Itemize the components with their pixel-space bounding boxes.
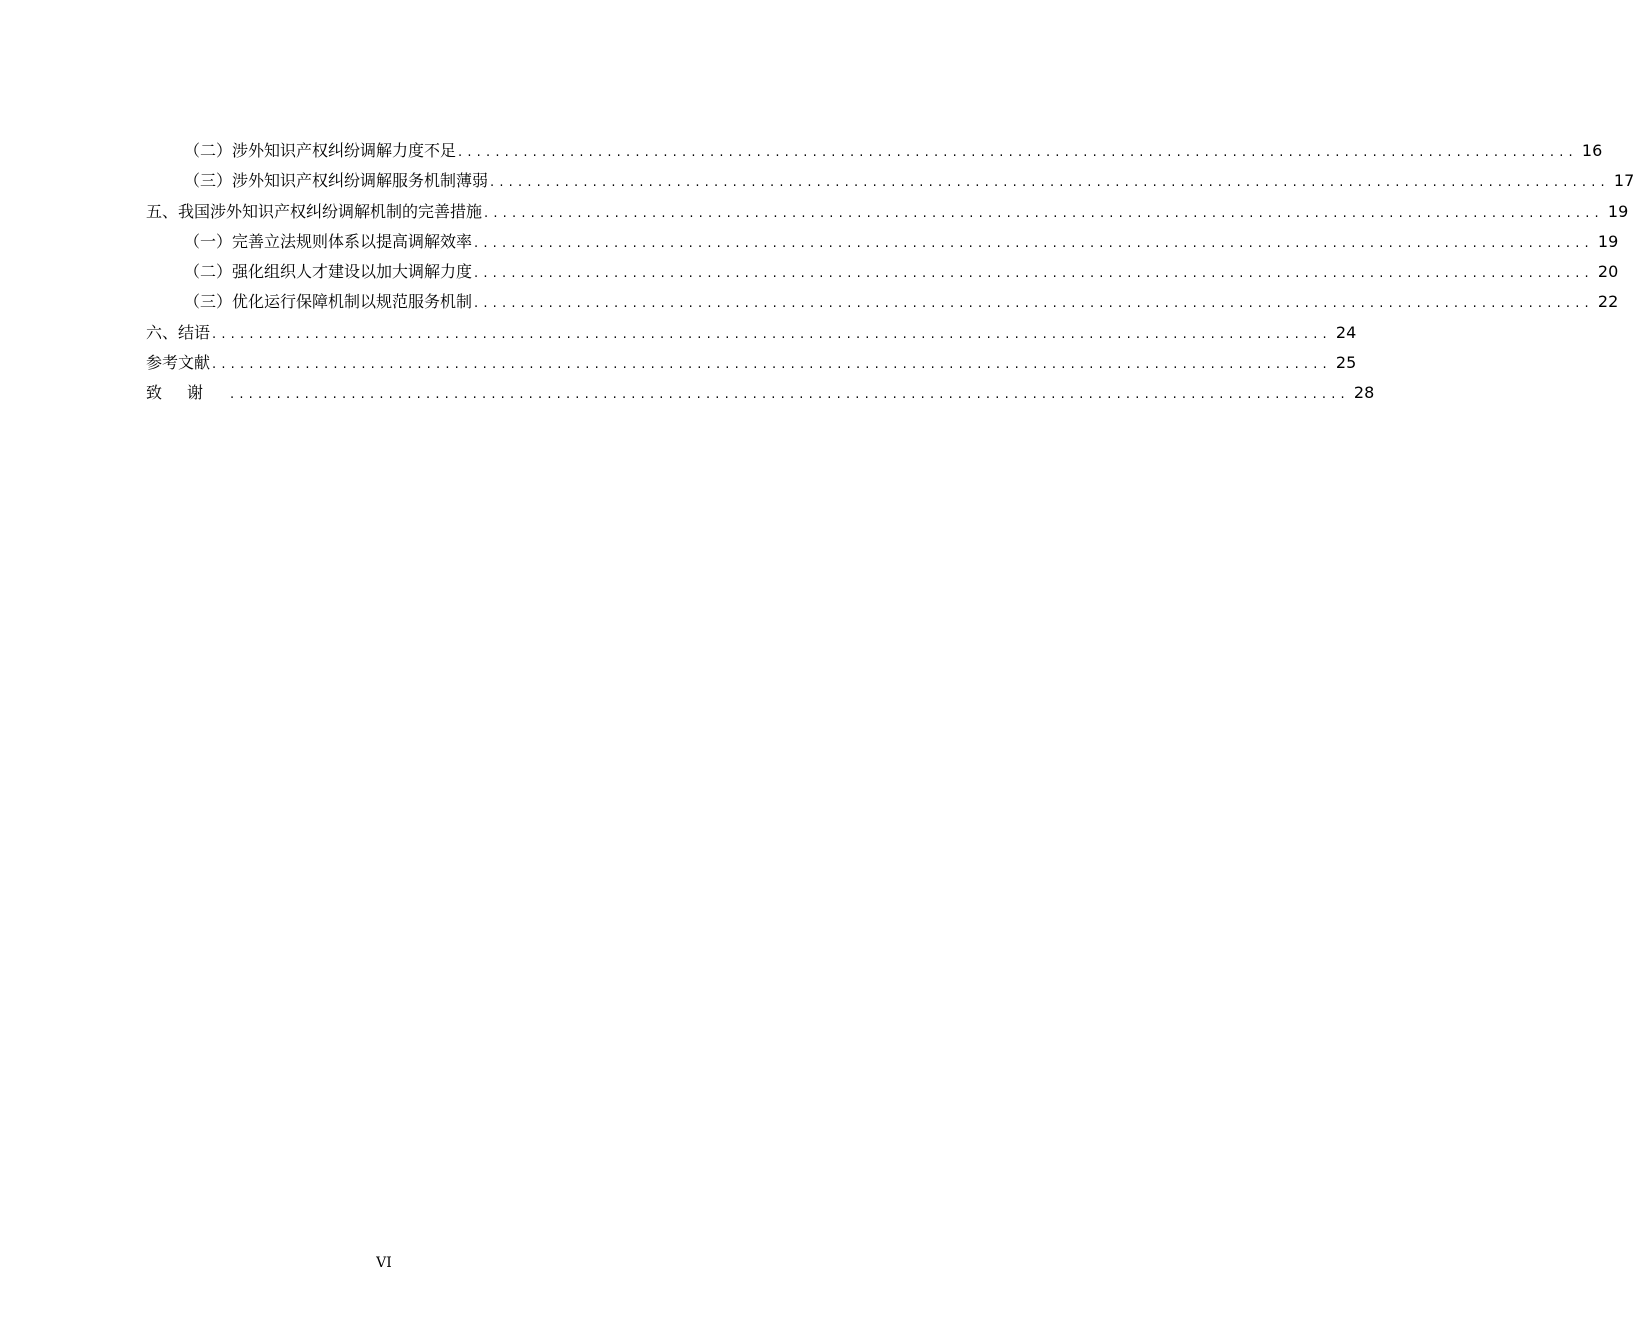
- toc-entry-page: 25: [1335, 353, 1357, 373]
- toc-dot-leader: ........................................................................................................................: [212, 326, 1332, 342]
- toc-dot-leader: ........................................................................................................................: [458, 145, 1578, 160]
- toc-entry-chapter-5[interactable]: [146, 197, 1629, 227]
- table-of-contents: [146, 136, 1634, 409]
- toc-entry-2-2[interactable]: [146, 136, 1603, 166]
- toc-entry-title: 五、我国涉外知识产权纠纷调解机制的完善措施: [146, 201, 483, 221]
- toc-dot-leader: ........................................................................................................................: [490, 175, 1610, 191]
- toc-entry-page: 20: [1597, 262, 1619, 282]
- toc-entry-acknowledgements[interactable]: [146, 378, 1375, 408]
- toc-entry-title: 致谢: [146, 383, 229, 403]
- toc-entry-chapter-6[interactable]: [146, 318, 1357, 348]
- toc-entry-page: 22: [1597, 292, 1619, 312]
- toc-entry-title: （二）涉外知识产权纠纷调解力度不足: [184, 141, 457, 160]
- toc-dot-leader: ........................................................................................................................: [230, 387, 1350, 403]
- toc-dot-leader: ........................................................................................................................: [212, 357, 1332, 373]
- toc-entry-5-2[interactable]: [146, 257, 1619, 287]
- toc-dot-leader: ........................................................................................................................: [474, 266, 1594, 282]
- toc-entry-page: 24: [1335, 322, 1357, 342]
- toc-dot-leader: ........................................................................................................................: [474, 296, 1594, 312]
- toc-entry-page: 16: [1581, 141, 1603, 160]
- toc-entry-title: （三）涉外知识产权纠纷调解服务机制薄弱: [184, 171, 489, 191]
- toc-entry-references[interactable]: [146, 348, 1357, 378]
- toc-dot-leader: ........................................................................................................................: [474, 235, 1594, 251]
- toc-entry-page: 28: [1353, 383, 1375, 403]
- toc-entry-title: 参考文献: [146, 353, 211, 373]
- toc-entry-title: 六、结语: [146, 322, 211, 342]
- toc-entry-title: （一）完善立法规则体系以提高调解效率: [184, 231, 473, 251]
- page-number: VI: [376, 1255, 392, 1271]
- toc-entry-page: 17: [1613, 171, 1634, 191]
- toc-entry-page: 19: [1597, 231, 1619, 251]
- toc-entry-5-3[interactable]: [146, 287, 1619, 317]
- toc-entry-title: （三）优化运行保障机制以规范服务机制: [184, 292, 473, 312]
- toc-entry-2-3[interactable]: [146, 166, 1634, 196]
- toc-entry-5-1[interactable]: [146, 227, 1619, 257]
- toc-entry-title: （二）强化组织人才建设以加大调解力度: [184, 262, 473, 282]
- toc-entry-page: 19: [1607, 201, 1629, 221]
- toc-dot-leader: ........................................................................................................................: [484, 205, 1604, 221]
